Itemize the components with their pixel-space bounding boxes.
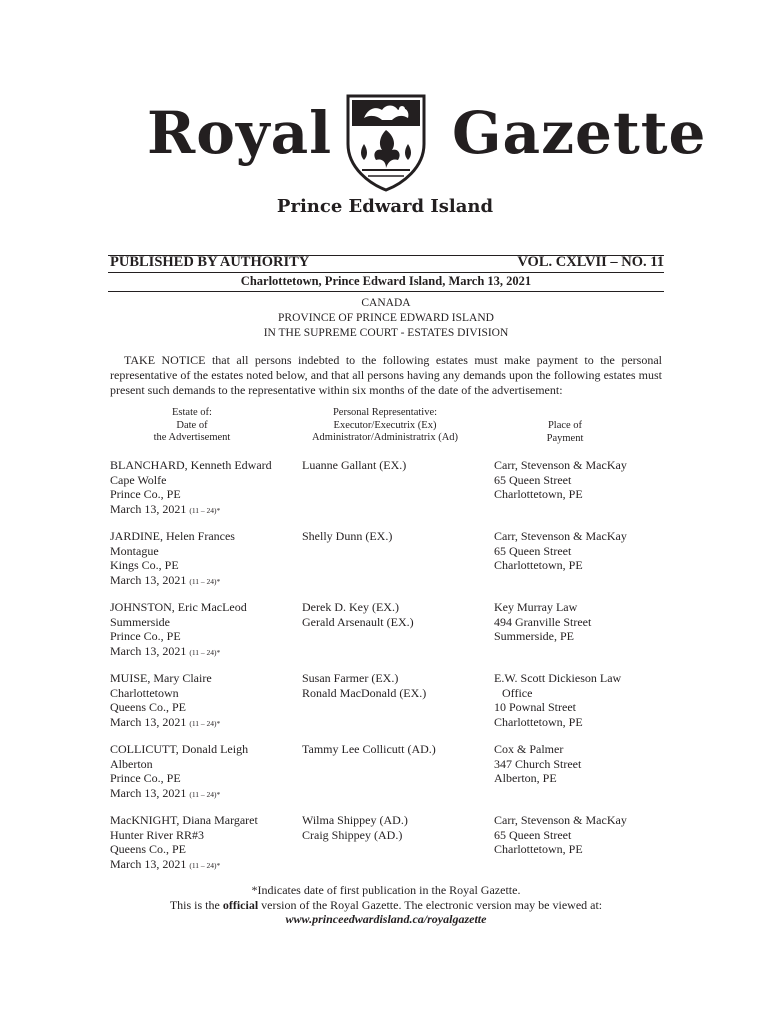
estate-name: MUISE, Mary Claire — [110, 671, 212, 685]
representative-column — [302, 813, 492, 842]
estate-date: March 13, 2021 — [110, 572, 187, 587]
payment-line: 65 Queen Street — [494, 827, 572, 842]
official-suffix: version of the Royal Gazette. The electronic version may be viewed at: — [258, 897, 603, 912]
masthead-title-gazette: Gazette — [452, 99, 707, 167]
representative-name: Tammy Lee Collicutt (AD.) — [302, 742, 436, 756]
estate-date-line — [110, 715, 300, 732]
payment-line: 347 Church Street — [494, 756, 582, 771]
estate-date-line — [110, 502, 300, 519]
estate-date: March 13, 2021 — [110, 856, 187, 871]
estate-name: JARDINE, Helen Frances — [110, 529, 235, 543]
estate-location: Hunter River RR#3 — [110, 827, 204, 842]
representative-column — [302, 529, 492, 544]
payment-line: 494 Granville Street — [494, 614, 592, 629]
representative-name: Shelly Dunn (EX.) — [302, 529, 393, 543]
payment-line: 65 Queen Street — [494, 543, 572, 558]
payment-line: Alberton, PE — [494, 771, 557, 785]
estate-date-line — [110, 857, 300, 874]
publication-marker: (11 – 24)* — [189, 718, 221, 728]
representative-column — [302, 671, 492, 700]
estate-column — [110, 458, 300, 518]
column-heading-line: Administrator/Administratrix (Ad) — [311, 432, 459, 443]
representative-name: Craig Shippey (AD.) — [302, 827, 403, 842]
payment-line: 10 Pownal Street — [494, 700, 576, 714]
representative-name: Susan Farmer (EX.) — [302, 671, 399, 685]
volume-number: VOL. CXLVII – NO. 11 — [517, 254, 664, 270]
estate-column — [110, 600, 300, 660]
official-prefix: This is the — [169, 897, 223, 912]
column-heading-place — [515, 420, 615, 445]
court-line-country: CANADA — [361, 297, 411, 309]
court-heading — [108, 296, 664, 341]
estate-county: Prince Co., PE — [110, 487, 181, 501]
court-line-division: IN THE SUPREME COURT - ESTATES DIVISION — [263, 327, 509, 339]
dateline: Charlottetown, Prince Edward Island, March 13, 2021 — [240, 274, 532, 288]
payment-line: Charlottetown, PE — [494, 842, 583, 856]
column-heading-line: Personal Representative: — [332, 407, 438, 418]
payment-column — [494, 529, 664, 573]
notice-paragraph: TAKE NOTICE that all persons indebted to the following estates must make payment to the personal representative of the estates noted below, and that all persons having any demands upon the following estates must present such demands to the representative within six months of the date of the advertisement: — [110, 353, 662, 397]
footnote: *Indicates date of first publication in the Royal Gazette. — [251, 883, 521, 897]
column-heading-line: Estate of: — [172, 407, 212, 418]
footer — [108, 883, 664, 927]
column-heading-representative — [296, 407, 474, 445]
estate-date-line — [110, 644, 300, 661]
estate-column — [110, 813, 300, 873]
publication-marker: (11 – 24)* — [189, 860, 221, 870]
estate-date: March 13, 2021 — [110, 501, 187, 516]
payment-line: Summerside, PE — [494, 629, 574, 643]
representative-name: Gerald Arsenault (EX.) — [302, 614, 414, 629]
representative-column — [302, 458, 492, 473]
payment-line: Carr, Stevenson & MacKay — [494, 458, 627, 472]
payment-line: 65 Queen Street — [494, 472, 572, 487]
payment-line: Charlottetown, PE — [494, 487, 583, 501]
representative-column — [302, 742, 492, 757]
estate-column — [110, 671, 300, 731]
payment-column — [494, 458, 664, 502]
estate-county: Queens Co., PE — [110, 700, 186, 714]
payment-line: Cox & Palmer — [494, 742, 564, 756]
payment-line: E.W. Scott Dickieson Law — [494, 671, 622, 685]
representative-column — [302, 600, 492, 629]
estate-location: Cape Wolfe — [110, 472, 167, 487]
official-word: official — [222, 897, 259, 912]
publication-marker: (11 – 24)* — [189, 789, 221, 799]
payment-column — [494, 742, 664, 786]
payment-line: Charlottetown, PE — [494, 558, 583, 572]
estate-name: COLLICUTT, Donald Leigh — [110, 742, 249, 756]
estate-date: March 13, 2021 — [110, 643, 187, 658]
representative-name: Wilma Shippey (AD.) — [302, 813, 408, 827]
masthead-subtitle: Prince Edward Island — [276, 196, 494, 217]
payment-line: Office — [502, 685, 533, 700]
column-heading-line: Payment — [546, 432, 584, 444]
representative-name: Derek D. Key (EX.) — [302, 600, 399, 614]
representative-name: Luanne Gallant (EX.) — [302, 458, 407, 472]
court-line-province: PROVINCE OF PRINCE EDWARD ISLAND — [278, 312, 494, 324]
estate-name: MacKNIGHT, Diana Margaret — [110, 813, 258, 827]
header-rule-middle — [108, 272, 664, 273]
estate-county: Prince Co., PE — [110, 771, 181, 785]
publication-marker: (11 – 24)* — [189, 647, 221, 657]
coat-of-arms-icon — [342, 92, 430, 192]
payment-line: Carr, Stevenson & MacKay — [494, 529, 627, 543]
payment-column — [494, 813, 664, 857]
payment-line: Carr, Stevenson & MacKay — [494, 813, 627, 827]
estate-county: Prince Co., PE — [110, 629, 181, 643]
estate-date-line — [110, 573, 300, 590]
estate-column — [110, 742, 300, 802]
estate-location: Montague — [110, 543, 159, 558]
estate-date: March 13, 2021 — [110, 785, 187, 800]
estate-column — [110, 529, 300, 589]
column-heading-line: Executor/Executrix (Ex) — [333, 419, 437, 431]
column-heading-estate — [140, 407, 244, 445]
payment-line: Charlottetown, PE — [494, 714, 583, 729]
masthead-title-royal: Royal — [147, 99, 333, 167]
estate-date: March 13, 2021 — [110, 714, 187, 729]
publication-marker: (11 – 24)* — [189, 505, 221, 515]
estate-county: Queens Co., PE — [110, 842, 186, 856]
publication-marker: (11 – 24)* — [189, 576, 221, 586]
column-heading-line: Date of — [176, 419, 208, 431]
gazette-url-link[interactable]: www.princeedwardisland.ca/royalgazette — [285, 912, 487, 926]
header-rule-bottom — [108, 291, 664, 292]
estate-date-line — [110, 786, 300, 803]
payment-column — [494, 600, 664, 644]
representative-name: Ronald MacDonald (EX.) — [302, 685, 427, 700]
estate-location: Alberton — [110, 756, 153, 771]
estate-name: BLANCHARD, Kenneth Edward — [110, 458, 272, 472]
estate-location: Charlottetown — [110, 685, 179, 700]
payment-column — [494, 671, 664, 729]
masthead — [0, 92, 770, 192]
payment-line: Key Murray Law — [494, 600, 578, 614]
published-by-authority: PUBLISHED BY AUTHORITY — [110, 254, 310, 270]
official-version-note — [108, 898, 664, 913]
estate-county: Kings Co., PE — [110, 558, 179, 572]
column-heading-line: Place of — [547, 420, 583, 431]
estate-location: Summerside — [110, 614, 170, 629]
estate-name: JOHNSTON, Eric MacLeod — [110, 600, 247, 614]
column-heading-line: the Advertisement — [153, 432, 231, 443]
